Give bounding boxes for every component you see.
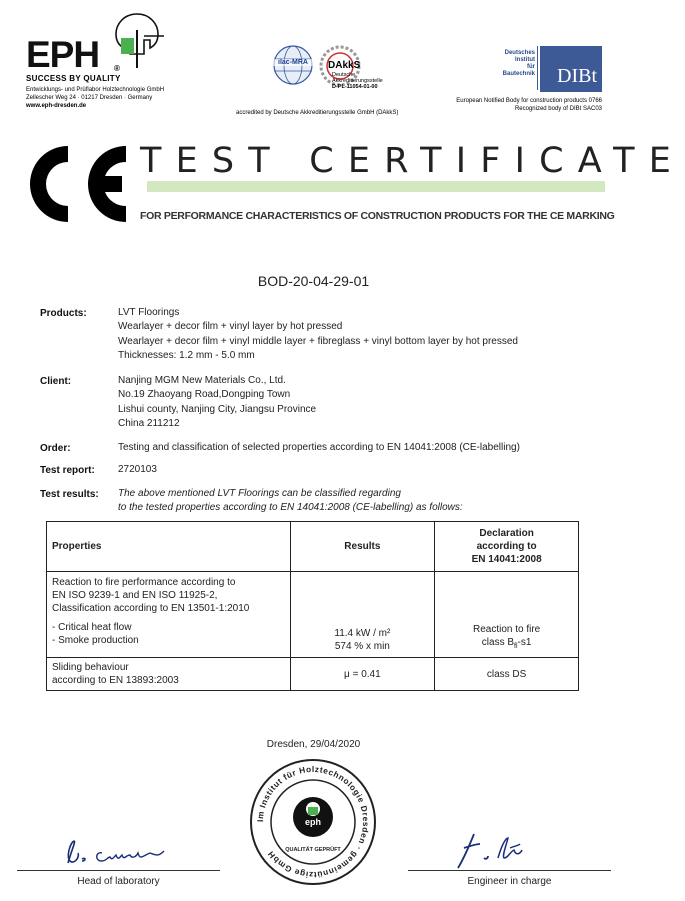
test-results-label: Test results: [40, 489, 99, 500]
dibt-logo-box: DIBt [540, 46, 602, 92]
sliding-declaration-cell: class DS [435, 658, 579, 691]
test-results-line: to the tested properties according to EN 14041:2008 (CE-labelling) as follows: [118, 502, 463, 514]
engineer-in-charge-label: Engineer in charge [467, 876, 552, 887]
fire-class-prefix: class B [481, 637, 515, 648]
notified-body-note [400, 97, 602, 113]
place-and-date: Dresden, 29/04/2020 [266, 739, 361, 750]
sliding-property-cell [47, 658, 291, 691]
fire-result-cell [290, 572, 435, 658]
eph-slogan: SUCCESS BY QUALITY [26, 74, 121, 83]
order-label: Order: [40, 443, 71, 454]
table-row [47, 658, 579, 691]
official-stamp [248, 757, 378, 887]
title-underline-bar [147, 181, 605, 192]
sliding-result-cell: μ = 0.41 [290, 658, 435, 691]
dibt-text [485, 50, 535, 78]
fire-declaration-line: Reaction to fire [472, 624, 541, 635]
products-line: Wearlayer + decor film + vinyl layer by hot pressed [118, 321, 343, 333]
dibt-text-line: Institut [515, 57, 535, 63]
table-row [47, 572, 579, 658]
smoke-production-value: 574 % x min [334, 641, 390, 652]
fire-property-line: - Critical heat flow [52, 622, 132, 633]
test-results-line: The above mentioned LVT Floorings can be classified regarding [118, 488, 401, 499]
stamp-logo-text: eph [304, 817, 322, 827]
fire-class-value [440, 636, 573, 653]
fire-property-line: Reaction to fire performance according to [52, 577, 236, 588]
eph-tree-icon [108, 10, 166, 70]
header-properties: Properties [47, 522, 291, 572]
sliding-property-line: Sliding behaviour [52, 662, 129, 673]
header-declaration-line: Declaration [479, 528, 534, 539]
test-results-value [118, 487, 463, 516]
products-value [118, 306, 518, 363]
head-signature-line [17, 870, 220, 871]
eph-wordmark: EPH [26, 34, 100, 75]
header-declaration-line: EN 14041:2008 [471, 554, 542, 565]
dakks-subtitle-line: Akkreditierungsstelle [332, 78, 383, 84]
header-declaration-line: according to [476, 541, 537, 552]
products-line: Wearlayer + decor film + vinyl middle layer + fibreglass + vinyl bottom layer by hot pressed [118, 335, 518, 347]
header-declaration [435, 522, 579, 572]
fire-class-subscript: fl [514, 643, 518, 650]
stamp-inner-text: QUALITÄT GEPRÜFT [285, 847, 341, 853]
engineer-signature-line [408, 870, 611, 871]
dibt-text-line: Bautechnik [502, 71, 535, 77]
fire-property-line: EN ISO 9239-1 and EN ISO 11925-2, [52, 590, 218, 601]
client-line: No.19 Zhaoyang Road,Dongping Town [118, 389, 291, 401]
notified-body-line: Recognized body of DIBt SAC03 [514, 106, 602, 112]
stamp-seal-icon [248, 757, 378, 887]
eph-address-line: Entwicklungs- und Prüflabor Holztechnologie GmbH [26, 87, 165, 93]
ce-mark-icon [22, 140, 134, 228]
head-signature-icon [60, 835, 170, 869]
sliding-property-line: according to EN 13893:2003 [52, 675, 179, 686]
order-value: Testing and classification of selected properties according to EN 14041:2008 (CE-labelling) [118, 442, 520, 453]
ce-mark-text: CE [22, 140, 24, 141]
notified-body-line: European Notified Body for construction products 0766 [456, 98, 602, 104]
fire-class-suffix: -s1 [517, 637, 532, 648]
products-label: Products: [40, 308, 87, 319]
eph-address-line: Zellescher Weg 24 · 01217 Dresden · Germany [26, 95, 153, 101]
dibt-text-line: Deutsches [504, 50, 535, 56]
dakks-subtitle [332, 72, 383, 90]
stamp-ring-text: Im Institut für Holztechnologie Dresden · gemeinnützige GmbH [254, 763, 372, 881]
dibt-divider [537, 46, 538, 90]
results-table [46, 521, 579, 691]
ilac-label: ilac-MRA [272, 59, 314, 66]
head-of-laboratory-label: Head of laboratory [77, 876, 160, 887]
eph-website-link[interactable]: www.eph-dresden.de [26, 103, 87, 109]
products-line: LVT Floorings [118, 307, 180, 318]
fire-declaration-cell [435, 572, 579, 658]
fire-property-line: Classification according to EN 13501-1:2010 [52, 603, 250, 614]
dakks-registration-number: D-PL-11054-01-00 [332, 84, 378, 90]
client-line: Lishui county, Nanjing City, Jiangsu Province [118, 403, 317, 415]
client-line: China 211212 [118, 417, 180, 429]
eph-logo [0, 0, 200, 120]
client-value [118, 374, 316, 431]
critical-heat-flow-value: 11.4 kW / m² [334, 628, 391, 639]
certificate-number: BOD-20-04-29-01 [257, 273, 370, 289]
fire-property-cell [47, 572, 291, 658]
dakks-accreditation-note: accredited by Deutsche Akkreditierungsstelle GmbH (DAkkS) [236, 110, 399, 116]
engineer-signature-icon [450, 830, 540, 872]
test-report-label: Test report: [40, 465, 95, 476]
eph-address [26, 86, 164, 110]
dakks-name: DAkkS [328, 60, 361, 71]
fire-property-line: - Smoke production [52, 635, 139, 646]
certificate-title: TEST CERTIFICATE [140, 141, 685, 181]
client-label: Client: [40, 376, 72, 387]
header-results: Results [290, 522, 435, 572]
ilac-logo [272, 44, 314, 86]
table-header-row [47, 522, 579, 572]
dibt-text-line: für [527, 64, 535, 70]
client-line: Nanjing MGM New Materials Co., Ltd. [118, 375, 286, 386]
certificate-subtitle: FOR PERFORMANCE CHARACTERISTICS OF CONSTRUCTION PRODUCTS FOR THE CE MARKING [140, 210, 615, 222]
eph-registered-mark: ® [114, 64, 120, 73]
products-line: Thicknesses: 1.2 mm - 5.0 mm [118, 349, 255, 361]
dakks-subtitle-line: Deutsche [332, 72, 356, 78]
test-report-value: 2720103 [118, 464, 157, 475]
